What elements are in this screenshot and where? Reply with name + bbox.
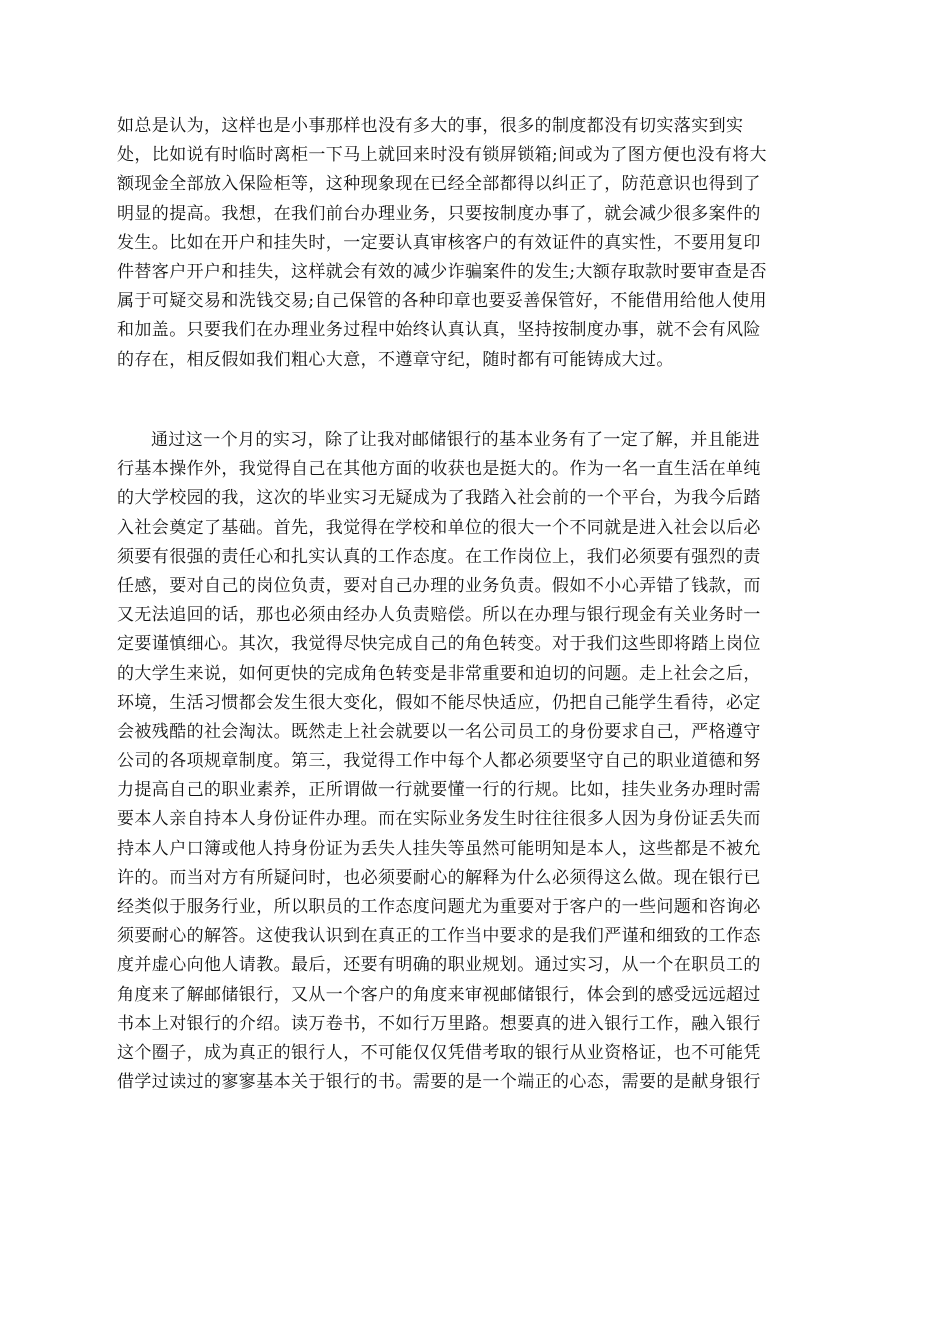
paragraph-line: 任感，要对自己的岗位负责，要对自己办理的业务负责。假如不小心弄错了钱款，而	[117, 575, 761, 596]
paragraph-line: 的大学校园的我，这次的毕业实习无疑成为了我踏入社会前的一个平台，为我今后踏	[117, 488, 761, 509]
paragraph-line: 要本人亲自持本人身份证件办理。而在实际业务发生时往往很多人因为身份证丢失而	[117, 809, 761, 830]
paragraph-line: 定要谨慎细心。其次，我觉得尽快完成自己的角色转变。对于我们这些即将踏上岗位	[117, 634, 761, 655]
paragraph-line: 须要耐心的解答。这使我认识到在真正的工作当中要求的是我们严谨和细致的工作态	[117, 926, 761, 947]
paragraph-line: 环境，生活习惯都会发生很大变化，假如不能尽快适应，仍把自己能学生看待，必定	[117, 692, 761, 713]
paragraph-line: 书本上对银行的介绍。读万卷书，不如行万里路。想要真的进入银行工作，融入银行	[117, 1013, 761, 1034]
paragraph-line: 如总是认为，这样也是小事那样也没有多大的事，很多的制度都没有切实落实到实	[117, 116, 744, 136]
paragraph-line: 这个圈子，成为真正的银行人，不可能仅仅凭借考取的银行从业资格证，也不可能凭	[117, 1042, 761, 1063]
paragraph-line: 又无法追回的话，那也必须由经办人负责赔偿。所以在办理与银行现金有关业务时一	[117, 605, 761, 626]
paragraph-line: 明显的提高。我想，在我们前台办理业务，只要按制度办事了，就会减少很多案件的	[117, 203, 761, 224]
paragraph-line: 力提高自己的职业素养，正所谓做一行就要懂一行的行规。比如，挂失业务办理时需	[117, 780, 761, 801]
paragraph-line: 公司的各项规章制度。第三，我觉得工作中每个人都必须要坚守自己的职业道德和努	[117, 751, 761, 772]
paragraph-line: 发生。比如在开户和挂失时，一定要认真审核客户的有效证件的真实性，不要用复印	[117, 232, 761, 253]
paragraph-line: 经类似于服务行业，所以职员的工作态度问题尤为重要对于客户的一些问题和咨询必	[117, 897, 761, 917]
paragraph-line: 角度来了解邮储银行，又从一个客户的角度来审视邮储银行，体会到的感受远远超过	[117, 984, 761, 1005]
paragraph-line: 持本人户口簿或他人持身份证为丢失人挂失等虽然可能明知是本人，这些都是不被允	[117, 838, 761, 859]
paragraph-line: 额现金全部放入保险柜等，这种现象现在已经全部都得以纠正了，防范意识也得到了	[117, 174, 761, 195]
paragraph-line: 属于可疑交易和洗钱交易;自己保管的各种印章也要妥善保管好，不能借用给他人使用	[117, 291, 767, 312]
paragraph-line: 须要有很强的责任心和扎实认真的工作态度。在工作岗位上，我们必须要有强烈的责	[117, 546, 761, 567]
paragraph-1	[117, 112, 837, 375]
paragraph-line: 和加盖。只要我们在办理业务过程中始终认真认真，坚持按制度办事，就不会有风险	[117, 320, 761, 341]
paragraph-line: 许的。而当对方有所疑问时，也必须要耐心的解释为什么必须得这么做。现在银行已	[117, 867, 761, 888]
paragraph-line: 行基本操作外，我觉得自己在其他方面的收获也是挺大的。作为一名一直生活在单纯	[117, 459, 761, 480]
paragraph-line: 的大学生来说，如何更快的完成角色转变是非常重要和迫切的问题。走上社会之后，	[117, 663, 761, 684]
paragraph-line: 件替客户开户和挂失，这样就会有效的减少诈骗案件的发生;大额存取款时要审查是否	[117, 261, 767, 282]
paragraph-line: 会被残酷的社会淘汰。既然走上社会就要以一名公司员工的身份要求自己，严格遵守	[117, 721, 761, 742]
paragraph-line: 处，比如说有时临时离柜一下马上就回来时没有锁屏锁箱;间或为了图方便也没有将大	[117, 145, 767, 166]
paragraph-2	[117, 426, 837, 1097]
paragraph-line: 借学过读过的寥寥基本关于银行的书。需要的是一个端正的心态，需要的是献身银行	[117, 1072, 761, 1093]
paragraph-line: 的存在，相反假如我们粗心大意，不遵章守纪，随时都有可能铸成大过。	[117, 349, 674, 370]
paragraph-first-line: 通过这一个月的实习，除了让我对邮储银行的基本业务有了一定了解，并且能进	[151, 430, 760, 450]
paragraph-line: 度并虚心向他人请教。最后，还要有明确的职业规划。通过实习，从一个在职员工的	[117, 955, 761, 976]
paragraph-line: 入社会奠定了基础。首先，我觉得在学校和单位的很大一个不同就是进入社会以后必	[117, 517, 761, 538]
